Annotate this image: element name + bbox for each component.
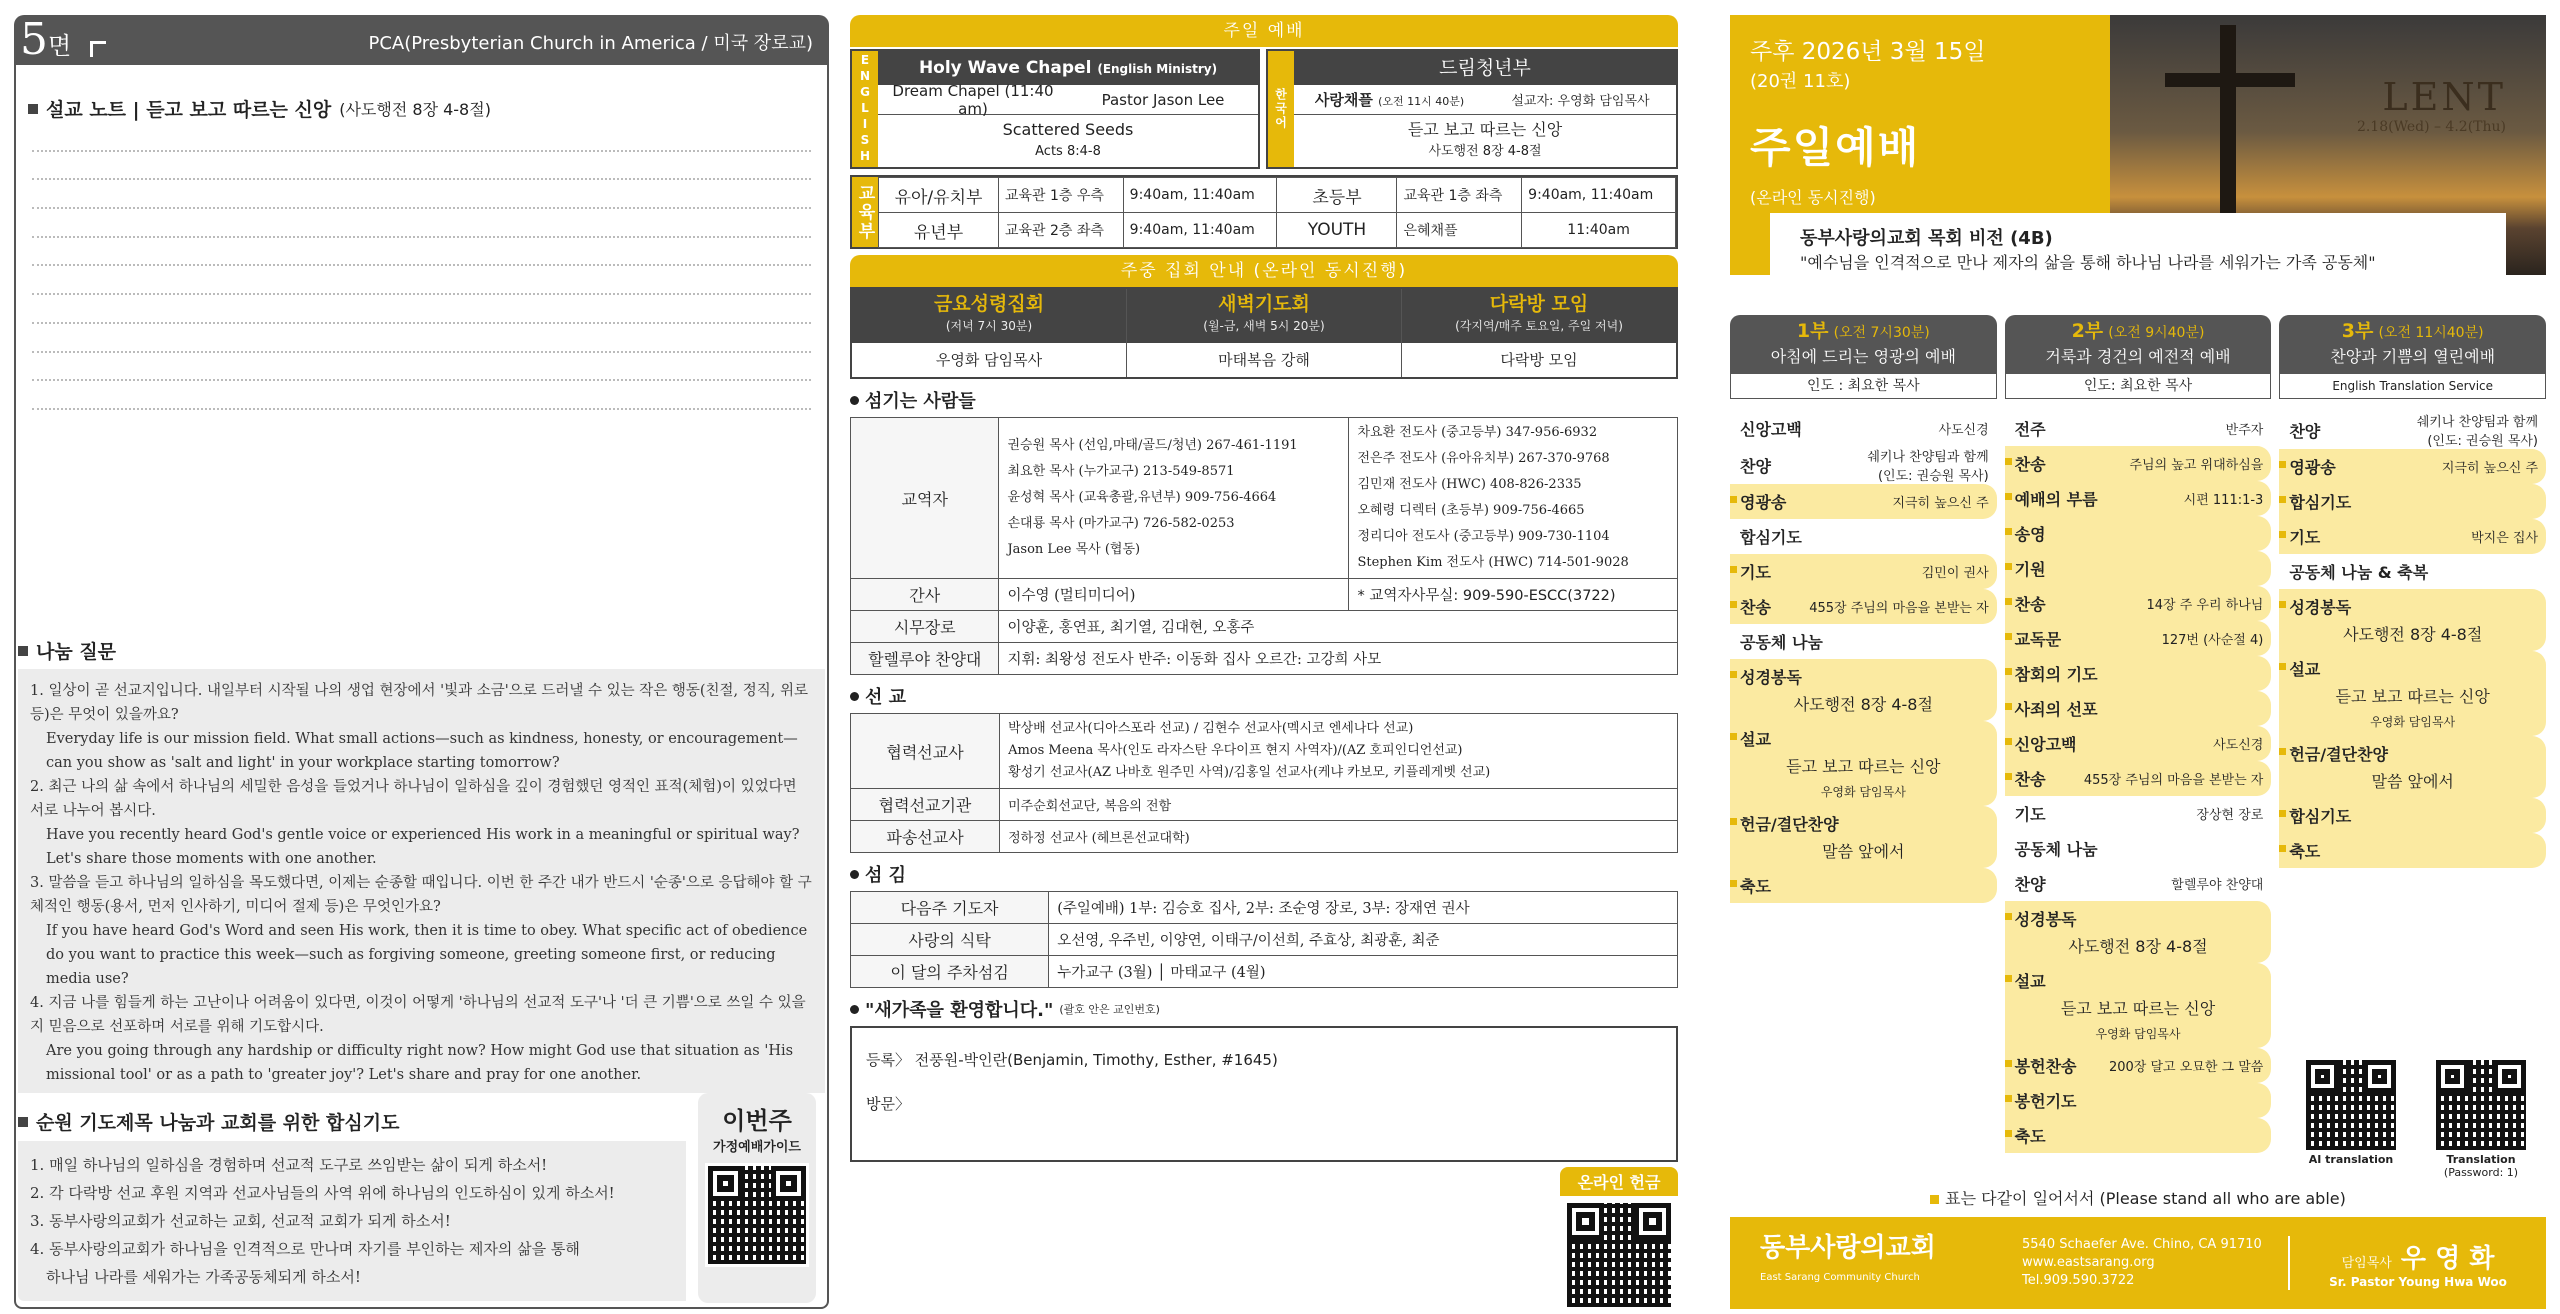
- order-item-label: 찬양: [1740, 456, 1771, 476]
- order-block-label: 성경봉독: [2014, 910, 2077, 929]
- order-block-sub: 우영화 담임목사: [1820, 785, 1906, 799]
- order-item-label: 합심기도: [1740, 528, 1802, 547]
- service-table: 다음주 기도자 (주일예배) 1부: 김승호 집사, 2부: 조순영 장로, 3부: 장재연 권사 사랑의 식탁 오선영, 우주빈, 이양연, 이태구/이선희, 주효상, 최광훈, 최준 이 달의 주차섬김 누가교구 (3월) │ 마태교구 (4월): [850, 891, 1678, 988]
- order-block: [2279, 589, 2546, 651]
- english-label: ENGLISH: [852, 51, 878, 167]
- order-item-value: 사도신경: [2213, 738, 2264, 753]
- order-block-label: 설교: [2014, 972, 2046, 991]
- guide-subtitle: 가정예배가이드: [713, 1140, 801, 1155]
- page-5-panel: [14, 15, 829, 1309]
- ministers-left: 권승원 목사 (선임,마태/골드/청년) 267-461-1191 최요한 목사 (누가교구) 213-549-8571 윤성혁 목사 (교육총괄,유년부) 909-756-4664 손대룡 목사 (마가교구) 726-582-0253 Jason Lee 목사 (협동): [999, 418, 1349, 579]
- order-item: [2005, 761, 2272, 796]
- welcome-heading: "새가족을 환영합니다." (괄호 안은 교인번호): [850, 996, 1678, 1022]
- order-block-label: 설교: [1740, 730, 1771, 749]
- vision-text: "예수님을 인격적으로 만나 제자의 삶을 통해 하나님 나라를 세워가는 가족 공동체": [1800, 253, 2376, 272]
- order-item-label: 교독문: [2014, 630, 2062, 649]
- order-item-label: 예배의 부름: [2014, 490, 2098, 509]
- order-block: [1730, 806, 1997, 868]
- welcome-box: [850, 1026, 1678, 1162]
- mission-table: 협력선교사 박상배 선교사(디아스포라 선교) / 김현수 선교사(멕시코 엔세나다 선교) Amos Meena 목사(인도 라자스탄 우다이프 현지 사역자)/(AZ 호피인디언선교) 황성기 선교사(AZ 나바호 원주민 사역)/김홍일 선교사(케냐 카보모, 키플레게벳 선교) 협력선교기관 미주순회선교단, 복음의 전함 파송선교사 정하정 선교사 (헤브론선교대학): [850, 713, 1678, 853]
- order-item-label: 축도: [2289, 842, 2321, 861]
- home-worship-guide[interactable]: [698, 1093, 816, 1303]
- online-giving[interactable]: [1560, 1167, 1678, 1314]
- order-block-label: 성경봉독: [1740, 668, 1802, 687]
- order-block: [2279, 651, 2546, 736]
- lent-title: LENT: [2382, 75, 2506, 119]
- order-item: [1730, 624, 1997, 659]
- order-item: [1730, 519, 1997, 554]
- order-item-label: 찬송: [2014, 770, 2046, 789]
- volume: (20권 11호): [1750, 71, 1851, 92]
- question-4-en: Are you going through any hardship or difficulty right now? How might God use that situation as 'His missional tool' or as a path to 'greater joy'? Let's share and pray for one another.: [46, 1043, 794, 1083]
- page-header: [14, 15, 829, 65]
- order-item-label: 송영: [2014, 525, 2046, 544]
- church-logo: 동부사랑의교회 East Sarang Community Church: [1760, 1233, 1936, 1283]
- order-2: [2005, 411, 2272, 1153]
- stand-note: 표는 다같이 일어서서 (Please stand all who are able): [1730, 1186, 2546, 1209]
- visitors: 방문〉: [866, 1095, 910, 1113]
- order-block-sub: 우영화 담임목사: [2095, 1027, 2181, 1041]
- qr-code-icon[interactable]: [705, 1163, 809, 1267]
- prayer-2: 2. 각 다락방 선교 후원 지역과 선교사님들의 사역 위에 하나님의 인도하심이 있게 하소서!: [30, 1184, 615, 1202]
- order-item: [2279, 833, 2546, 868]
- order-block-value: 사도행전 8장 4-8절: [2343, 625, 2483, 644]
- order-item-label: 기도: [2014, 805, 2046, 824]
- order-item-value: 200장 달고 오묘한 그 말씀: [2108, 1060, 2264, 1075]
- order-item: [2005, 831, 2272, 866]
- order-block-value: 듣고 보고 따르는 신앙 우영화 담임목사: [2015, 996, 2262, 1042]
- order-item-value: 사도신경: [1938, 423, 1989, 438]
- questions-box: [18, 669, 825, 1093]
- order-item-label: 찬송: [2014, 595, 2046, 614]
- order-block: [2005, 963, 2272, 1048]
- meetings-header: 주중 집회 안내 (온라인 동시진행): [850, 255, 1678, 287]
- order-item-label: 공동체 나눔 & 축복: [2289, 563, 2429, 582]
- order-block: [2005, 901, 2272, 963]
- order-item-label: 참회의 기도: [2014, 665, 2098, 684]
- order-block-label: 성경봉독: [2289, 598, 2352, 617]
- order-block-value: 말씀 앞에서: [1822, 842, 1905, 861]
- order-item-value: 쉐키나 찬양팀과 함께 (인도: 권승원 목사): [1867, 450, 1989, 484]
- order-item-value: 지극히 높으신 주: [1892, 496, 1989, 511]
- guide-title: 이번주: [722, 1107, 792, 1135]
- order-item-label: 합심기도: [2289, 807, 2352, 826]
- service-1: 1부 (오전 7시30분) 아침에 드리는 영광의 예배 인도 : 최요한 목사: [1730, 315, 1997, 399]
- prayer-box: [18, 1141, 686, 1301]
- qr-code-icon[interactable]: [2433, 1057, 2529, 1153]
- translation-qrs: [2286, 1057, 2546, 1179]
- church-footer: [1730, 1217, 2546, 1309]
- ministers-right: 차요환 전도사 (중고등부) 347-956-6932 전은주 전도사 (유아유치부) 267-370-9768 김민재 전도사 (HWC) 408-826-2335 오혜령 디렉터 (초등부) 909-756-4665 정리디아 전도사 (중고등부) 909-730-1104 Stephen Kim 전도사 (HWC) 714-501-9028: [1349, 418, 1678, 579]
- order-item: [2005, 446, 2272, 481]
- order-item-label: 축도: [1740, 877, 1771, 896]
- dream-chapel-row: Dream Chapel (11:40 am) Pastor Jason Lee: [878, 85, 1258, 115]
- order-block-value: 말씀 앞에서: [2371, 772, 2454, 791]
- order-item-value: 14장 주 우리 하나님: [2146, 598, 2264, 613]
- order-item: [2005, 551, 2272, 586]
- order-item: [2005, 726, 2272, 761]
- order-block: [2279, 736, 2546, 798]
- english-ministry-box: [850, 49, 1260, 169]
- order-item-value: 지극히 높으신 주: [2441, 461, 2539, 476]
- question-3-ko: 3. 말씀을 듣고 하나님의 일하심을 목도했다면, 이제는 순종할 때입니다. 이번 한 주간 내가 반드시 '순종'으로 응답해야 할 구체적인 행동(용서, 먼저 인사하기, 미디어 절제 등)은 무엇인가요?: [30, 875, 812, 915]
- question-1-ko: 1. 일상이 곧 선교지입니다. 내일부터 시작될 나의 생업 현장에서 '빛과 소금'으로 드러낼 수 있는 작은 행동(친절, 정직, 위로 등)은 무엇이 있을까요?: [30, 683, 808, 723]
- order-block-value: 사도행전 8장 4-8절: [2068, 937, 2208, 956]
- order-block: [1730, 721, 1997, 806]
- order-item-value: 주님의 높고 위대하심을: [2129, 458, 2264, 473]
- order-item-value: 할렐루야 찬양대: [2171, 878, 2264, 893]
- edu-row: 유아/유치부 교육관 1층 우측 9:40am, 11:40am 초등부 교육관 1층 좌측 9:40am, 11:40am: [879, 178, 1676, 213]
- order-item: [2005, 1083, 2272, 1118]
- order-item-label: 신앙고백: [2014, 735, 2077, 754]
- order-item-label: 사죄의 선포: [2014, 700, 2098, 719]
- qr-code-icon[interactable]: [2303, 1057, 2399, 1153]
- order-item: [2005, 691, 2272, 726]
- order-block-value: 듣고 보고 따르는 신앙 우영화 담임목사: [2289, 684, 2536, 730]
- order-block-label: 헌금/결단찬양: [2289, 745, 2388, 764]
- order-item: [1730, 411, 1997, 446]
- meetings-table: [850, 287, 1678, 379]
- order-item-label: 찬양: [2014, 875, 2046, 894]
- order-item-label: 찬송: [2014, 455, 2046, 474]
- education-table: [850, 175, 1678, 249]
- services: [1730, 315, 2546, 399]
- prayer-heading: 순원 기도제목 나눔과 교회를 위한 합심기도: [18, 1108, 399, 1135]
- order-item-label: 봉헌찬송: [2014, 1057, 2077, 1076]
- staff-table: 교역자 권승원 목사 (선임,마태/골드/청년) 267-461-1191 최요한 목사 (누가교구) 213-549-8571 윤성혁 목사 (교육총괄,유년부) 909-756-4664 손대룡 목사 (마가교구) 726-582-0253 Jason Lee 목사 (협동) 차요환 전도사 (중고등부) 347-956-6932 전은주 전도사 (유아유치부) 267-370-9768 김민재 전도사 (HWC) 408-826-2335 오혜령 디렉터 (초등부) 909-756-4665 정리디아 전도사 (중고등부) 909-730-1104 Stephen Kim 전도사 (HWC) 714-501-9028 간사 이수영 (멀티미디어) * 교역자사무실: 909-590-ESCC(3722) 시무장로 이양훈, 홍연표, 최기열, 김대현, 오홍주 할렐루야 찬양대 지휘: 최왕성 전도사 반주: 이동화 집사 오르간: 고강희 사모: [850, 417, 1678, 675]
- prayer-4-cont: 하나님 나라를 세워가는 가족공동체되게 하소서!: [46, 1268, 361, 1286]
- order-item: [2005, 796, 2272, 831]
- ai-translation[interactable]: AI translation: [2303, 1057, 2399, 1179]
- order-3: [2279, 411, 2546, 1153]
- order-item-value: 455장 주님의 마음을 본받는 자: [1809, 601, 1989, 616]
- order-item-value: 127번 (사순절 4): [2161, 633, 2264, 648]
- order-item: [1730, 554, 1997, 589]
- orders: [1730, 399, 2546, 1153]
- order-block-label: 설교: [2289, 660, 2321, 679]
- vision-box: [1770, 213, 2506, 289]
- note-lines: [32, 123, 811, 410]
- order-block-sub: 우영화 담임목사: [2370, 715, 2456, 729]
- order-item-label: 기도: [2289, 528, 2321, 547]
- page-body: [14, 65, 829, 1309]
- page-number: 5면: [20, 14, 72, 65]
- order-item-value: 시편 111:1-3: [2183, 493, 2264, 508]
- order-item: [2279, 449, 2546, 484]
- worship-header: 주일 예배: [850, 15, 1678, 47]
- service-2: 2부 (오전 9시40분) 거룩과 경건의 예전적 예배 인도: 최요한 목사: [2005, 315, 2272, 399]
- page-6-panel: [850, 15, 1678, 1192]
- service-3: 3부 (오전 11시40분) 찬양과 기쁨의 열린예배 English Translation Service: [2279, 315, 2546, 399]
- order-block: [1730, 659, 1997, 721]
- sermon-note-heading: 설교 노트 | 듣고 보고 따르는 신앙 (사도행전 8장 4-8절): [28, 95, 491, 122]
- church-address: 5540 Schaefer Ave. Chino, CA 91710 www.eastsarang.org Tel.909.590.3722: [2010, 1236, 2290, 1290]
- order-item-label: 축도: [2014, 1127, 2046, 1146]
- question-3-en: If you have heard God's Word and seen His work, then it is time to obey. What specific act of obedience do you want to practice this week—such as forgiving someone, greeting someone first, or reducing media use?: [46, 923, 808, 987]
- qr-code-icon[interactable]: [1564, 1200, 1674, 1310]
- order-item: [2005, 411, 2272, 446]
- order-item-label: 봉헌기도: [2014, 1092, 2077, 1111]
- edu-row: 유년부 교육관 2층 좌측 9:40am, 11:40am YOUTH 은혜채플 11:40am: [879, 213, 1676, 248]
- order-item-label: 기도: [1740, 563, 1771, 582]
- order-item: [2005, 1118, 2272, 1153]
- order-item-value: 장상현 장로: [2196, 808, 2264, 823]
- dream-youth-title: 드림청년부: [1294, 51, 1676, 85]
- lent-dates: 2.18(Wed) – 4.2(Thu): [2356, 119, 2506, 135]
- edu-label: 교육부: [852, 177, 878, 247]
- order-item: [2279, 411, 2546, 449]
- question-2-en: Have you recently heard God's gentle voice or experienced His work in a meaningful or spiritual way? Let's share those moments with one another.: [46, 827, 800, 867]
- order-item: [2005, 1048, 2272, 1083]
- service-boxes: [850, 49, 1678, 169]
- order-item: [2005, 586, 2272, 621]
- order-block-value: 듣고 보고 따르는 신앙 우영화 담임목사: [1740, 754, 1987, 800]
- vision-title: 동부사랑의교회 목회 비전 (4B): [1800, 228, 2053, 249]
- order-item-label: 영광송: [1740, 493, 1787, 512]
- korean-ministry-box: [1266, 49, 1678, 169]
- order-item-value: 455장 주님의 마음을 본받는 자: [2083, 773, 2264, 788]
- registration: 등록〉 전풍원-박인란(Benjamin, Timothy, Esther, #1645): [866, 1051, 1278, 1069]
- order-item-value: 김민이 권사: [1921, 566, 1989, 581]
- meeting-darakbang: 다락방 모임 (각지역/매주 토요일, 주일 저녁) 다락방 모임: [1402, 289, 1676, 377]
- service-heading: 섬 김: [850, 861, 1678, 887]
- order-item: [1730, 484, 1997, 519]
- question-2-ko: 2. 최근 나의 삶 속에서 하나님의 세밀한 음성을 들었거나 하나님이 일하심을 깊이 경험했던 영적인 표적(체험)이 있었다면 서로 나누어 봅시다.: [30, 779, 797, 819]
- stand-marker-icon: [1930, 1195, 1939, 1204]
- prayer-3: 3. 동부사랑의교회가 선교하는 교회, 선교적 교회가 되게 하소서!: [30, 1212, 451, 1230]
- share-heading: 나눔 질문: [18, 637, 116, 664]
- order-block-label: 헌금/결단찬양: [1740, 815, 1839, 834]
- order-item: [2279, 798, 2546, 833]
- pca-label: PCA(Presbyterian Church in America / 미국 장로교): [368, 33, 813, 54]
- senior-pastor: 담임목사 우 영 화 Sr. Pastor Young Hwa Woo: [2329, 1243, 2507, 1289]
- order-item: [2279, 519, 2546, 554]
- online-giving-label: 온라인 헌금: [1560, 1167, 1678, 1196]
- order-item-label: 영광송: [2289, 458, 2336, 477]
- english-sermon: Scattered Seeds Acts 8:4-8: [1002, 120, 1134, 159]
- prayer-4: 4. 동부사랑의교회가 하나님을 인격적으로 만나며 자기를 부인하는 제자의 삶을 통해: [30, 1240, 580, 1258]
- order-item-value: 반주자: [2225, 423, 2264, 438]
- order-item-label: 신앙고백: [1740, 420, 1802, 439]
- cover-heading: 주일예배: [1750, 123, 1921, 172]
- mission-heading: 선 교: [850, 683, 1678, 709]
- order-item: [1730, 589, 1997, 624]
- order-item: [2005, 621, 2272, 656]
- order-item-label: 기원: [2014, 560, 2046, 579]
- translation[interactable]: Translation (Password: 1): [2433, 1057, 2529, 1179]
- order-item-label: 공동체 나눔: [1740, 633, 1823, 652]
- hwc-title: Holy Wave Chapel (English Ministry): [878, 51, 1258, 85]
- order-item-label: 합심기도: [2289, 493, 2352, 512]
- korean-sermon: 듣고 보고 따르는 신앙 사도행전 8장 4-8절: [1407, 120, 1563, 159]
- serve-heading: 섬기는 사람들: [850, 387, 1678, 413]
- korean-label: 한국어: [1268, 51, 1294, 167]
- prayer-1: 1. 매일 하나님의 일하심을 경험하며 선교적 도구로 쓰임받는 삶이 되게 하소서!: [30, 1156, 548, 1174]
- service-date: 주후 2026년 3월 15일: [1750, 39, 1986, 65]
- order-item-value: 쉐키나 찬양팀과 함께 (인도: 권승원 목사): [2416, 415, 2539, 449]
- online-note: (온라인 동시진행): [1750, 188, 1876, 207]
- order-block-value: 사도행전 8장 4-8절: [1793, 695, 1933, 714]
- order-item-label: 공동체 나눔: [2014, 840, 2098, 859]
- order-item-value: 박지은 집사: [2471, 531, 2539, 546]
- meeting-dawn: 새벽기도회 (월-금, 새벽 5시 20분) 마태복음 강해: [1127, 289, 1402, 377]
- meeting-friday: 금요성령집회 (저녁 7시 30분) 우영화 담임목사: [852, 289, 1127, 377]
- order-item: [2005, 516, 2272, 551]
- order-item: [2005, 866, 2272, 901]
- order-item: [2005, 481, 2272, 516]
- page-1-panel: [1730, 15, 2546, 1309]
- order-item: [2279, 554, 2546, 589]
- question-1-en: Everyday life is our mission field. What small actions—such as kindness, honesty, or encouragement—can you show as 'salt and light' in your workplace starting tomorrow?: [46, 731, 798, 771]
- question-4-ko: 4. 지금 나를 힘들게 하는 고난이나 어려움이 있다면, 이것이 어떻게 '하나님의 선교적 도구'나 '더 큰 기쁨'으로 쓰일 수 있을지 믿음으로 선포하며 서로를 위해 기도합시다.: [30, 995, 806, 1035]
- order-1: [1730, 411, 1997, 1153]
- bracket-decoration: [90, 41, 106, 57]
- order-item-label: 찬양: [2289, 421, 2321, 441]
- order-item: [1730, 868, 1997, 903]
- order-item-label: 찬송: [1740, 598, 1771, 617]
- order-item: [1730, 446, 1997, 484]
- order-item: [2005, 656, 2272, 691]
- order-item: [2279, 484, 2546, 519]
- sarang-chapel-row: 사랑채플 (오전 11시 40분) 설교자: 우영화 담임목사: [1294, 85, 1676, 115]
- order-item-label: 전주: [2014, 420, 2046, 439]
